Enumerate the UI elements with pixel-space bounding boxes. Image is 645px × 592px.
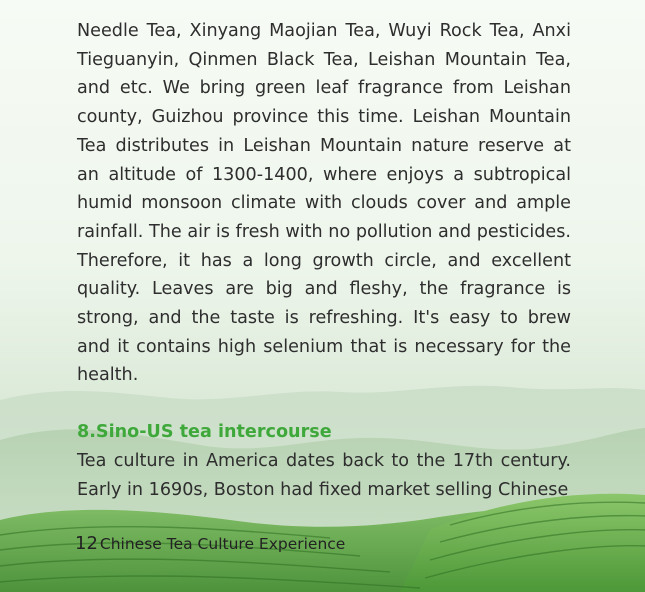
section-heading: 8.Sino-US tea intercourse: [77, 422, 332, 442]
book-title: Chinese Tea Culture Experience: [99, 535, 346, 553]
body-paragraph-2: Tea culture in America dates back to the 17th century. Early in 1690s, Boston had fixed market selling Chinese: [77, 451, 571, 500]
body-paragraph-1: [77, 17, 571, 390]
paragraph-text: Needle Tea, Xinyang Maojian Tea, Wuyi Rock Tea, Anxi Tieguanyin, Qinmen Black Tea, Leishan Mountain Tea, and etc. We bring green leaf fragrance from Leishan county, Guizhou province this time. Leishan Mountain Tea distributes in Leishan Mountain nature reserve at an altitude of 1300-1400, where enjoys a subtropical humid monsoon climate with clouds cover and ample rainfall. The air is fresh with no pollution and pesticides. Therefore, it has a long growth circle, and excellent quality. Leaves are big and fleshy, the fragrance is strong, and the taste is refreshing. It's easy to brew and it contains high selenium that is necessary for the health.: [77, 21, 571, 386]
page-number: 12: [75, 533, 98, 554]
page-footer: [75, 533, 345, 557]
